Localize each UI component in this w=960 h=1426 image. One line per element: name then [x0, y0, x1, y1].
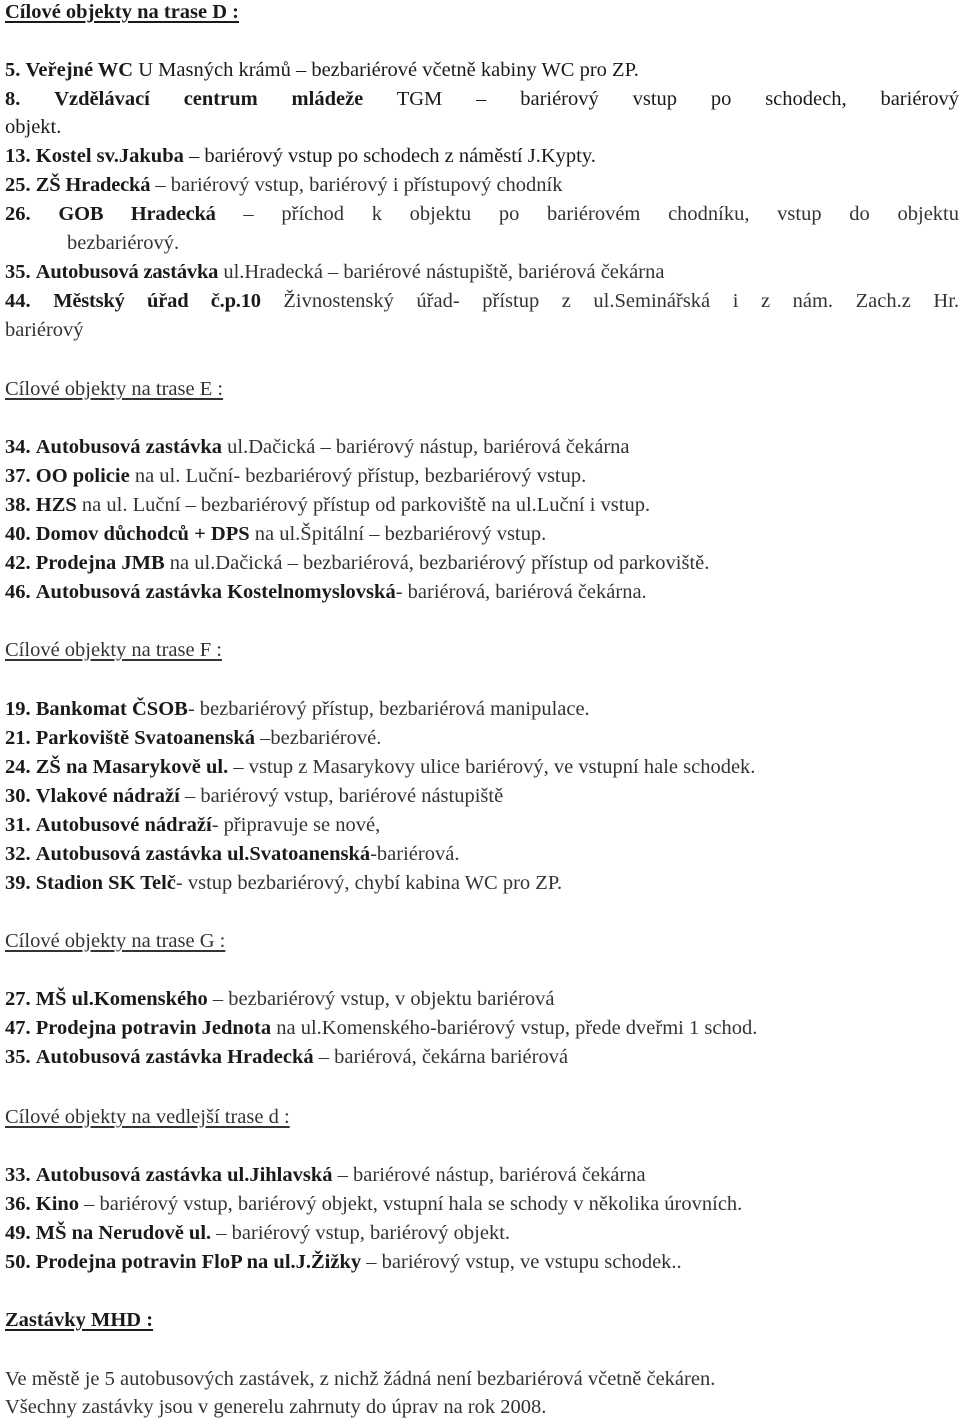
item-title: MŠ ul.Komenského	[35, 988, 208, 1010]
item-title: Veřejné WC	[25, 59, 134, 81]
list-item	[5, 1161, 646, 1189]
list-item	[5, 985, 554, 1013]
item-number: 25.	[5, 174, 31, 196]
item-description: – bariérové nástup, bariérová čekárna	[332, 1164, 646, 1186]
item-number: 8.	[5, 88, 21, 110]
item-title: ZŠ na Masarykově ul.	[35, 756, 229, 778]
list-item	[5, 724, 381, 752]
list-item	[5, 578, 647, 606]
item-description: – bariérová, čekárna bariérová	[313, 1046, 569, 1068]
list-item	[5, 258, 664, 286]
item-number: 30.	[5, 785, 31, 807]
list-item	[5, 1219, 510, 1247]
item-title: Bankomat ČSOB	[35, 698, 188, 720]
item-number: 36.	[5, 1193, 31, 1215]
item-number: 39.	[5, 872, 31, 894]
item-description: U Masných krámů – bezbariérové včetně kabiny WC pro ZP.	[133, 59, 639, 81]
item-description: – bariérový vstup, ve vstupu schodek..	[361, 1251, 682, 1273]
section-heading-g: Cílové objekty na trase G :	[5, 930, 226, 952]
list-item	[5, 171, 563, 199]
item-number: 19.	[5, 698, 31, 720]
item-title: Autobusová zastávka ul.Jihlavská	[35, 1164, 333, 1186]
list-item	[5, 1190, 742, 1218]
list-item	[5, 200, 959, 228]
item-description: –bezbariérové.	[255, 727, 382, 749]
list-item-continuation: objekt.	[5, 116, 62, 138]
item-title: GOB Hradecká	[58, 203, 216, 225]
item-title: Autobusová zastávka	[35, 261, 219, 283]
item-description: - vstup bezbariérový, chybí kabina WC pro ZP.	[175, 872, 563, 894]
item-title: Stadion SK Telč	[35, 872, 176, 894]
list-item-continuation: bezbariérový.	[67, 232, 180, 254]
item-number: 35.	[5, 261, 31, 283]
list-item-continuation: bariérový	[5, 319, 84, 341]
list-item	[5, 753, 755, 781]
item-number: 27.	[5, 988, 31, 1010]
item-title: OO policie	[35, 465, 130, 487]
item-number: 32.	[5, 843, 31, 865]
section-heading-f: Cílové objekty na trase F :	[5, 639, 222, 661]
list-item	[5, 85, 959, 113]
item-title: Prodejna potravin Jednota	[35, 1017, 272, 1039]
item-description: ul.Hradecká – bariérové nástupiště, bariérová čekárna	[218, 261, 665, 283]
item-title: Vzdělávací centrum mládeže	[54, 88, 364, 110]
paragraph-line: Ve městě je 5 autobusových zastávek, z nichž žádná není bezbariérová včetně čekáren.	[5, 1368, 716, 1390]
list-item	[5, 1248, 682, 1276]
item-title: Vlakové nádraží	[35, 785, 180, 807]
list-item	[5, 287, 959, 315]
item-title: Autobusová zastávka Hradecká	[35, 1046, 314, 1068]
list-item	[5, 840, 459, 868]
item-title: Prodejna JMB	[35, 552, 165, 574]
item-description: - bariérová, bariérová čekárna.	[395, 581, 647, 603]
list-item	[5, 142, 596, 170]
item-title: Autobusová zastávka ul.Svatoanenská	[35, 843, 371, 865]
item-title: Autobusové nádraží	[35, 814, 212, 836]
item-number: 49.	[5, 1222, 31, 1244]
item-number: 46.	[5, 581, 31, 603]
item-description: – bariérový vstup, bariérový i přístupový chodník	[150, 174, 563, 196]
item-number: 47.	[5, 1017, 31, 1039]
item-title: Domov důchodců + DPS	[35, 523, 250, 545]
list-item	[5, 491, 650, 519]
list-item	[5, 1014, 757, 1042]
item-description: na ul. Luční – bezbariérový přístup od parkoviště na ul.Luční i vstup.	[76, 494, 651, 516]
item-description: Živnostenský úřad- přístup z ul.Seminářská i z nám. Zach.z Hr.	[260, 290, 960, 312]
list-item	[5, 1043, 568, 1071]
item-description: - připravuje se nové,	[211, 814, 381, 836]
item-description: – bariérový vstup, bariérové nástupiště	[179, 785, 504, 807]
item-description: ul.Dačická – bariérový nástup, bariérová čekárna	[222, 436, 630, 458]
paragraph-line: Všechny zastávky jsou v generelu zahrnuty do úprav na rok 2008.	[5, 1396, 547, 1418]
item-description: na ul. Luční- bezbariérový přístup, bezbariérový vstup.	[129, 465, 587, 487]
item-description: -bariérová.	[370, 843, 460, 865]
item-number: 21.	[5, 727, 31, 749]
list-item	[5, 782, 503, 810]
item-number: 38.	[5, 494, 31, 516]
item-description: – bariérový vstup po schodech z náměstí J.Kypty.	[183, 145, 596, 167]
item-description: – bezbariérový vstup, v objektu bariérová	[207, 988, 555, 1010]
item-number: 42.	[5, 552, 31, 574]
item-description: TGM – bariérový vstup po schodech, bariérový	[363, 88, 959, 110]
item-number: 35.	[5, 1046, 31, 1068]
item-number: 26.	[5, 203, 31, 225]
item-number: 44.	[5, 290, 31, 312]
item-number: 50.	[5, 1251, 31, 1273]
item-number: 24.	[5, 756, 31, 778]
section-heading-side-d: Cílové objekty na vedlejší trase d :	[5, 1106, 290, 1128]
list-item	[5, 869, 562, 897]
item-number: 34.	[5, 436, 31, 458]
item-title: Autobusová zastávka Kostelnomyslovská	[35, 581, 396, 603]
item-description: na ul.Dačická – bezbariérová, bezbariérový přístup od parkoviště.	[164, 552, 710, 574]
item-number: 5.	[5, 59, 21, 81]
item-title: HZS	[35, 494, 77, 516]
item-title: MŠ na Nerudově ul.	[35, 1222, 212, 1244]
list-item	[5, 520, 546, 548]
item-number: 37.	[5, 465, 31, 487]
item-number: 31.	[5, 814, 31, 836]
list-item	[5, 56, 639, 84]
section-heading-e: Cílové objekty na trase E :	[5, 378, 224, 400]
item-description: - bezbariérový přístup, bezbariérová manipulace.	[187, 698, 590, 720]
item-title: ZŠ Hradecká	[35, 174, 151, 196]
list-item	[5, 695, 590, 723]
list-item	[5, 549, 709, 577]
item-description: – bariérový vstup, bariérový objekt, vstupní hala se schody v několika úrovních.	[79, 1193, 743, 1215]
item-description: – příchod k objektu po bariérovém chodníku, vstup do objektu	[215, 203, 959, 225]
item-title: Městský úřad č.p.10	[53, 290, 261, 312]
item-number: 33.	[5, 1164, 31, 1186]
section-heading-mhd: Zastávky MHD :	[5, 1309, 154, 1331]
item-description: – vstup z Masarykovy ulice bariérový, ve vstupní hale schodek.	[228, 756, 756, 778]
list-item	[5, 433, 630, 461]
item-description: na ul.Špitální – bezbariérový vstup.	[249, 523, 547, 545]
item-description: na ul.Komenského-bariérový vstup, přede dveřmi 1 schod.	[271, 1017, 758, 1039]
item-description: – bariérový vstup, bariérový objekt.	[211, 1222, 511, 1244]
item-title: Autobusová zastávka	[35, 436, 222, 458]
item-title: Kino	[35, 1193, 80, 1215]
list-item	[5, 811, 380, 839]
item-title: Prodejna potravin FloP na ul.J.Žižky	[35, 1251, 362, 1273]
item-title: Parkoviště Svatoanenská	[35, 727, 256, 749]
item-title: Kostel sv.Jakuba	[35, 145, 184, 167]
item-number: 40.	[5, 523, 31, 545]
section-heading-d: Cílové objekty na trase D :	[5, 1, 240, 23]
item-number: 13.	[5, 145, 31, 167]
list-item	[5, 462, 586, 490]
